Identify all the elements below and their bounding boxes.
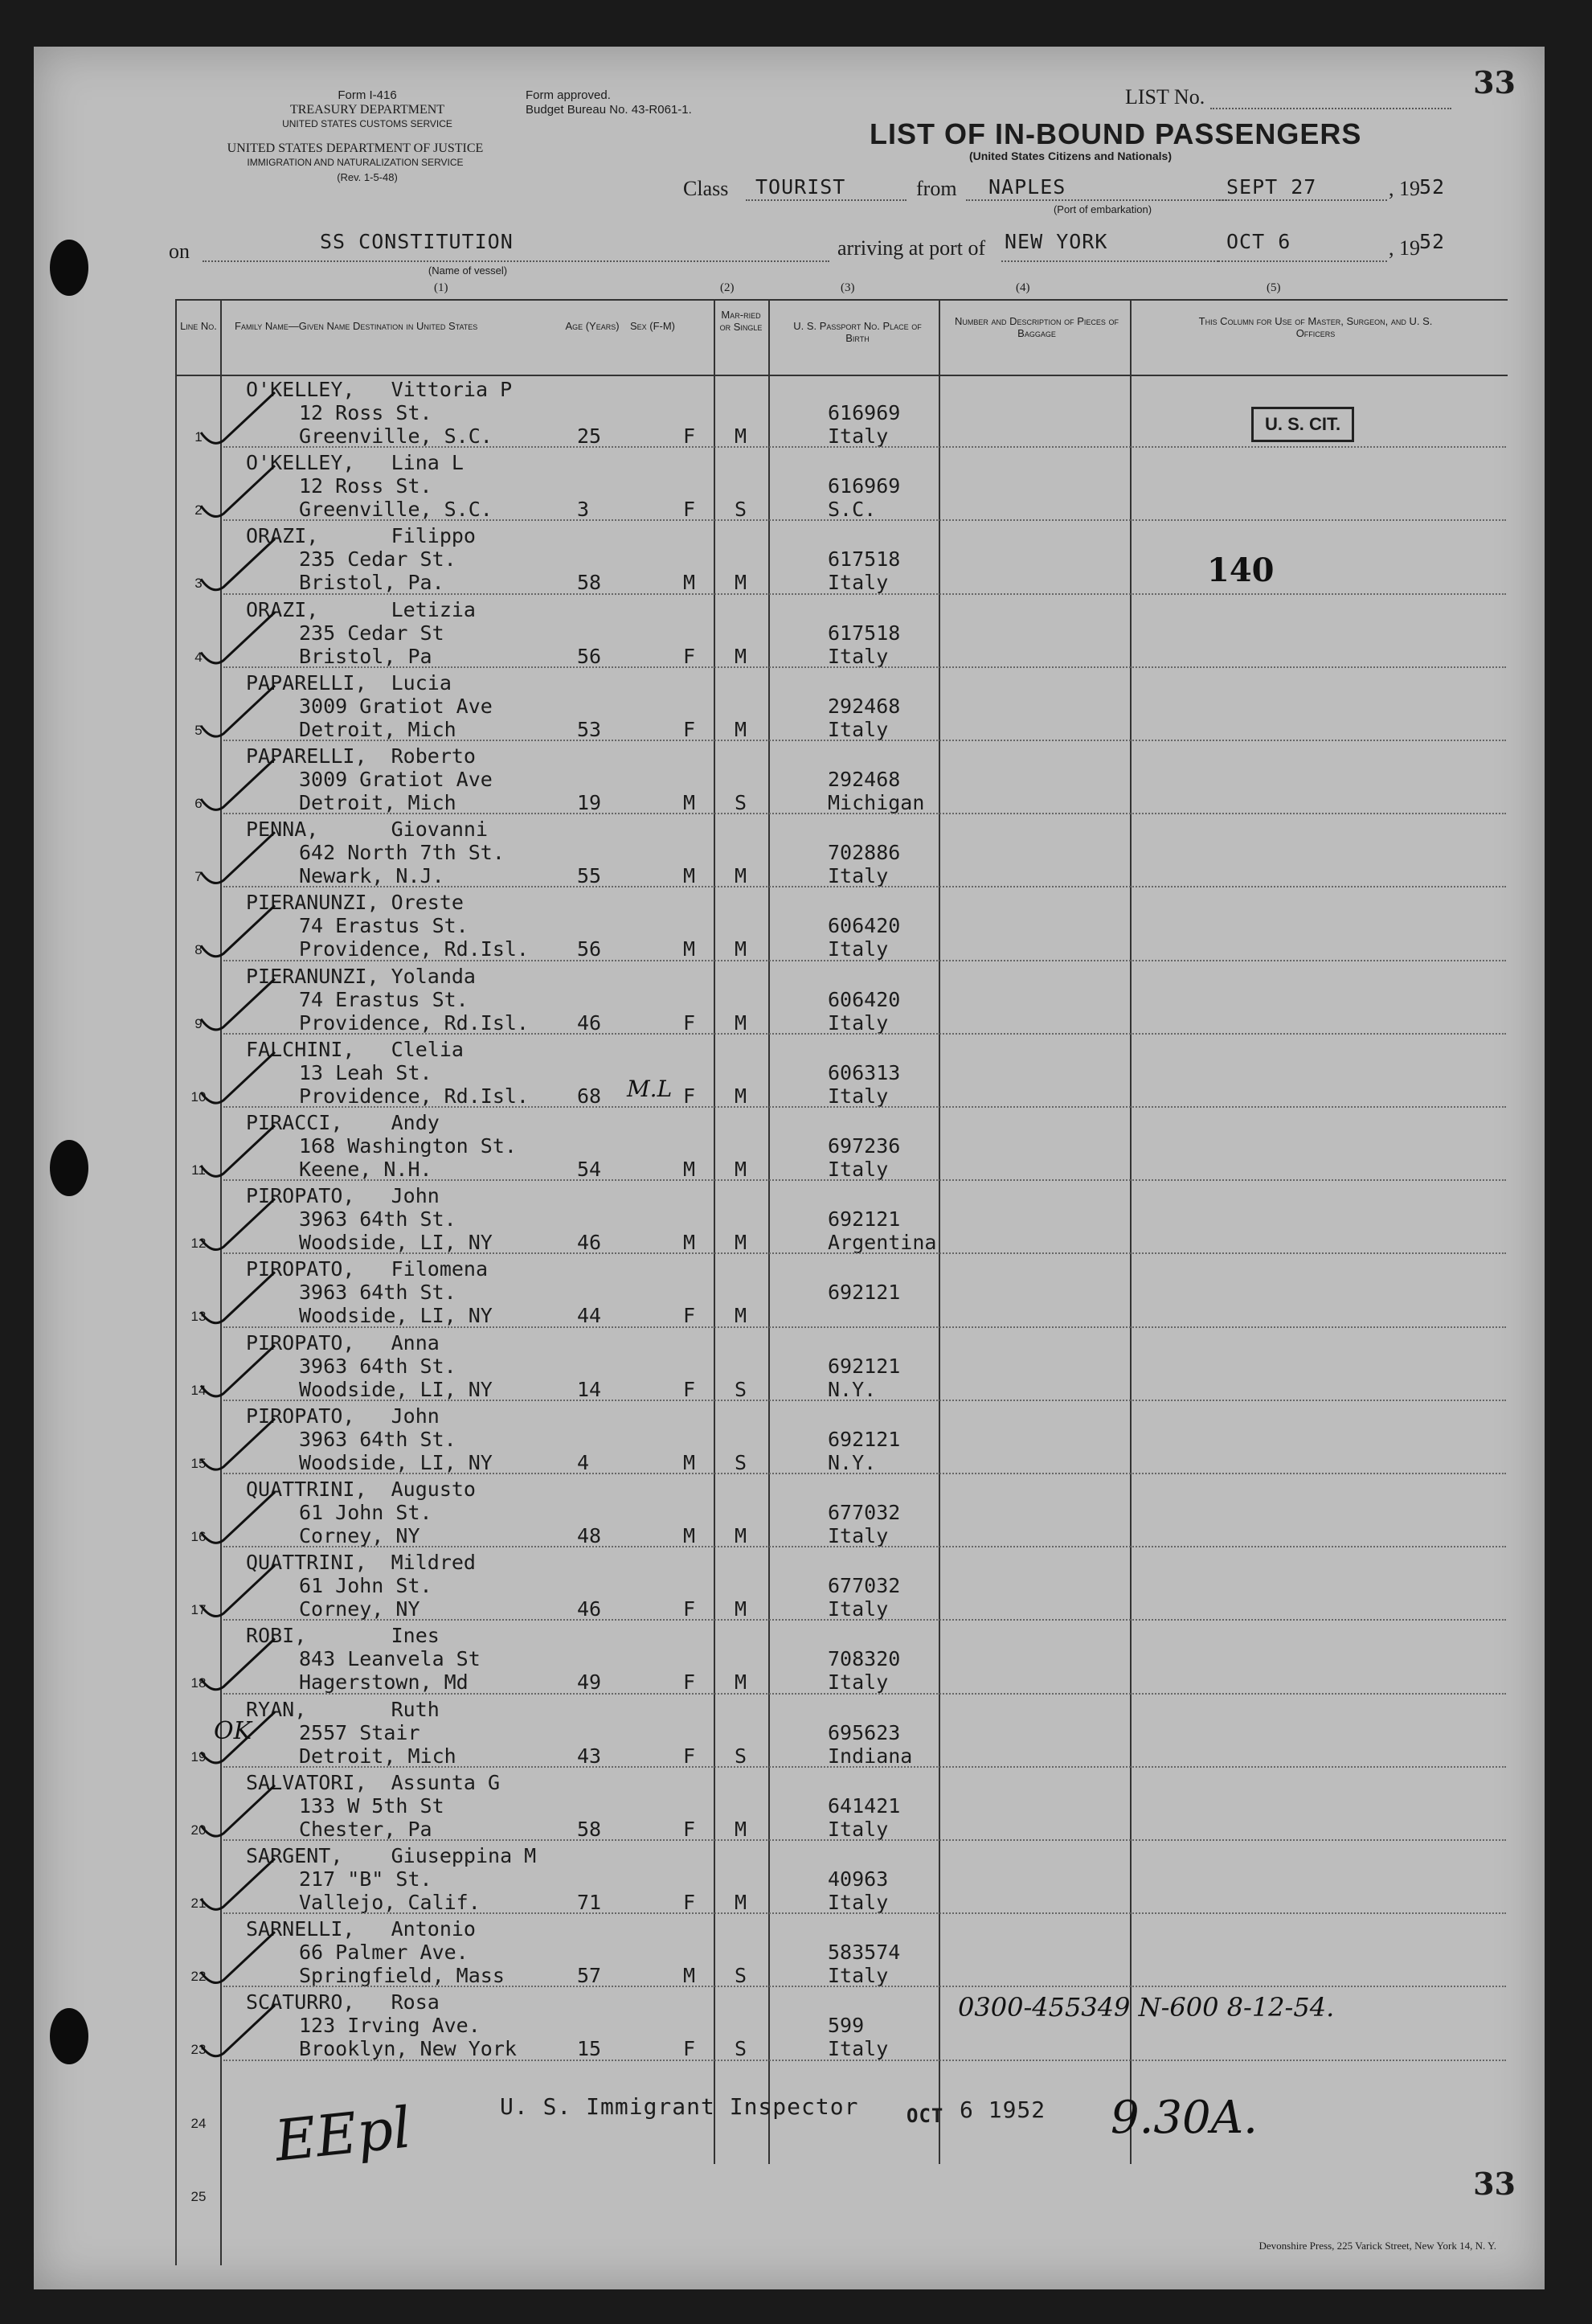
class-label: Class [683,177,729,200]
passenger-age: 48 [577,1524,602,1547]
passenger-sex: M [683,1524,696,1547]
passenger-age: 53 [577,717,602,741]
check-mark [201,1932,275,1982]
passenger-age: 43 [577,1744,602,1768]
passenger-sex: M [683,1231,696,1255]
line-number: 12 [190,1236,207,1252]
line-number: 1 [194,429,203,445]
passenger-marital: M [735,424,747,448]
passenger-age: 56 [577,644,602,668]
passenger-marital: S [735,1450,747,1474]
passenger-street: 74 Erastus St. [299,914,469,938]
passenger-street: 843 Leanvela St [299,1647,481,1671]
handwritten-ml: M.L [627,1076,673,1102]
passenger-name: PAPARELLI, Roberto [246,744,476,768]
check-mark [201,613,275,663]
header-line-no: Line No. [180,320,217,332]
line-number: 17 [190,1602,207,1618]
passenger-marital: M [735,1670,747,1695]
header-officers: This Column for Use of Master, Surgeon, and U. S. Officers [1198,315,1433,339]
line-number: 6 [194,796,203,811]
passenger-city: Woodside, LI, NY [299,1450,493,1474]
passenger-age: 55 [577,864,602,888]
check-marks [34,47,1545,2289]
passenger-sex: M [683,864,696,888]
check-mark [201,1712,275,1763]
passenger-marital: S [735,498,747,522]
birthplace: N.Y. [828,1377,877,1401]
passenger-city: Newark, N.J. [299,864,444,888]
line-number: 5 [194,722,203,738]
inspector-label: U. S. Immigrant Inspector [500,2093,859,2120]
passenger-age: 19 [577,791,602,814]
passenger-age: 3 [577,498,590,522]
passenger-sex: F [683,424,696,448]
passenger-sex: M [683,791,696,814]
line-number: 16 [190,1529,207,1544]
passenger-city: Providence, Rd.Isl. [299,1010,529,1035]
passport-number: 617518 [828,547,901,572]
line-number: 13 [190,1309,207,1325]
passenger-street: 3963 64th St. [299,1207,456,1232]
passenger-marital: S [735,1964,747,1988]
line-number: 19 [190,1748,207,1765]
check-mark [201,539,275,589]
birthplace: Italy [828,1670,889,1695]
passenger-city: Detroit, Mich [299,717,456,741]
passport-number: 697236 [828,1134,901,1158]
passenger-city: Brooklyn, New York [299,2037,517,2061]
passenger-street: 168 Washington St. [299,1134,517,1158]
passport-number: 692121 [828,1207,901,1232]
check-mark [201,465,275,516]
form-approved: Form approved. [526,88,611,102]
passenger-sex: M [683,1158,696,1181]
birthplace: Italy [828,1891,889,1914]
port-embark-note: (Port of embarkation) [1053,203,1152,215]
line-number: 10 [190,1088,207,1105]
header-baggage: Number and Description of Pieces of Baggage [954,315,1119,339]
passenger-street: 3963 64th St. [299,1354,456,1378]
manifest-page [34,47,1545,2289]
passenger-age: 25 [577,424,602,448]
birthplace: Italy [828,571,889,595]
column-number-2: (2) [720,281,735,294]
passport-number: 692121 [828,1354,901,1378]
passenger-street: 3009 Gratiot Ave [299,768,493,791]
vessel-name: SS CONSTITUTION [320,230,514,253]
form-number: Form I-416 [338,88,397,102]
passenger-name: SCATURRO, Rosa [246,1990,440,2015]
passenger-marital: M [735,571,747,595]
passenger-street: 3963 64th St. [299,1427,456,1451]
from-port: NAPLES [988,175,1066,199]
check-mark [201,905,275,956]
passenger-street: 3963 64th St. [299,1281,456,1305]
on-label: on [169,240,190,263]
passenger-street: 123 Irving Ave. [299,2014,481,2038]
arrival-port: NEW YORK [1005,230,1108,253]
passenger-sex: F [683,1304,696,1328]
passenger-street: 235 Cedar St. [299,547,456,572]
birthplace: Italy [828,1597,889,1621]
passenger-age: 54 [577,1158,602,1181]
passenger-marital: M [735,1597,747,1621]
birthplace: Italy [828,937,889,961]
passport-number: 617518 [828,621,901,645]
bottom-sheet-number: 33 [1473,2166,1516,2202]
passenger-marital: S [735,1377,747,1401]
check-mark [201,2005,275,2056]
passenger-sex: F [683,644,696,668]
passenger-city: Corney, NY [299,1524,420,1547]
check-mark [201,392,275,443]
treasury-dept: TREASURY DEPARTMENT [289,103,445,117]
passenger-sex: M [683,571,696,595]
passenger-sex: F [683,1597,696,1621]
line-number: 14 [190,1382,207,1398]
passport-number: 695623 [828,1720,901,1744]
line-number: 2 [194,502,203,518]
date-stamp-month: OCT [906,2105,944,2127]
passenger-street: 133 W 5th St [299,1793,444,1818]
passenger-sex: F [683,1744,696,1768]
passport-number: 692121 [828,1427,901,1451]
passport-number: 606420 [828,987,901,1011]
line-number: 7 [194,869,203,885]
birthplace: Italy [828,1964,889,1988]
from-label: from [916,177,957,200]
check-mark [201,759,275,810]
passenger-age: 46 [577,1597,602,1621]
header-married: Mar-ried or Single [719,309,763,333]
handwritten-file-number: 0300-455349 N-600 8-12-54. [958,1992,1335,2023]
passport-number: 677032 [828,1501,901,1524]
passenger-sex: F [683,1891,696,1914]
passenger-city: Providence, Rd.Isl. [299,1084,529,1108]
passenger-city: Bristol, Pa [299,644,432,668]
passenger-name: PIERANUNZI, Yolanda [246,964,476,988]
customs-service: UNITED STATES CUSTOMS SERVICE [282,118,452,129]
passenger-city: Woodside, LI, NY [299,1231,493,1255]
check-mark [201,1346,275,1396]
line-number: 25 [190,2188,207,2204]
passport-number: 606313 [828,1060,901,1084]
birthplace: Italy [828,1817,889,1841]
passport-number: 599 [828,2014,865,2038]
passenger-name: RYAN, Ruth [246,1697,440,1721]
birthplace: Italy [828,1010,889,1035]
birthplace: Italy [828,2037,889,2061]
check-mark [201,832,275,883]
passenger-street: 3009 Gratiot Ave [299,694,493,718]
arrival-year: 52 [1419,230,1446,253]
passenger-age: 58 [577,571,602,595]
arrival-date: OCT 6 [1226,230,1291,253]
line-number: 21 [190,1896,207,1911]
passenger-city: Detroit, Mich [299,1744,456,1768]
header-name: Family Name—Given Name Destination in United States [235,320,478,332]
passenger-age: 44 [577,1304,602,1328]
passenger-street: 66 Palmer Ave. [299,1941,469,1965]
line-number: 23 [190,2042,207,2058]
depart-year-prefix: , 19 [1389,177,1420,200]
birthplace: Italy [828,424,889,448]
passenger-street: 217 "B" St. [299,1867,432,1891]
passenger-name: QUATTRINI, Mildred [246,1551,476,1575]
page-subtitle: (United States Citizens and Nationals) [968,150,1173,162]
passenger-city: Woodside, LI, NY [299,1304,493,1328]
arrival-year-prefix: , 19 [1389,236,1420,260]
passenger-name: PIROPATO, Filomena [246,1257,489,1281]
passenger-city: Corney, NY [299,1597,420,1621]
birthplace: Italy [828,1524,889,1547]
check-mark [201,1859,275,1909]
check-mark [201,1052,275,1103]
revision: (Rev. 1-5-48) [337,171,398,183]
line-number: 11 [191,1162,206,1178]
passport-number: 708320 [828,1647,901,1671]
passenger-marital: M [735,1817,747,1841]
handwritten-time: 9.30A. [1111,2092,1258,2144]
check-mark [201,1199,275,1249]
check-mark [201,1419,275,1469]
line-number: 24 [190,2115,207,2131]
arriving-label: arriving at port of [837,236,986,260]
passenger-street: 2557 Stair [299,1720,420,1744]
count-number: 140 [1207,551,1275,589]
passenger-age: 71 [577,1891,602,1914]
passenger-age: 57 [577,1964,602,1988]
vessel-note: (Name of vessel) [428,264,508,277]
check-mark [201,1785,275,1836]
class-value: TOURIST [755,175,846,199]
passenger-name: SARGENT, Giuseppina M [246,1844,537,1867]
column-number-5: (5) [1267,281,1281,294]
passenger-name: PAPARELLI, Lucia [246,670,452,695]
birthplace: Italy [828,717,889,741]
check-mark [201,1565,275,1616]
passenger-street: 12 Ross St. [299,401,432,424]
passenger-marital: S [735,791,747,814]
passenger-city: Greenville, S.C. [299,424,493,448]
line-number: 9 [194,1015,203,1031]
passenger-street: 12 Ross St. [299,474,432,498]
passenger-marital: M [735,644,747,668]
passenger-city: Chester, Pa [299,1817,432,1841]
passenger-age: 68 [577,1084,602,1108]
passenger-name: PIROPATO, Anna [246,1330,440,1355]
birthplace: S.C. [828,498,877,522]
passenger-marital: M [735,1231,747,1255]
sheet-number: 33 [1473,64,1516,100]
column-number-1: (1) [434,281,448,294]
printer-imprint: Devonshire Press, 225 Varick Street, New York 14, N. Y. [1258,2240,1496,2252]
passenger-city: Springfield, Mass [299,1964,505,1988]
passport-number: 677032 [828,1574,901,1598]
passenger-marital: M [735,1010,747,1035]
date-stamp: 6 1952 [960,2097,1046,2123]
passport-number: 641421 [828,1793,901,1818]
line-number: 20 [190,1822,207,1838]
line-number: 3 [194,576,203,592]
column-number-4: (4) [1016,281,1030,294]
column-number-3: (3) [841,281,855,294]
header-age: Age (Years) [565,320,620,332]
passenger-street: 61 John St. [299,1501,432,1524]
header-passport: U. S. Passport No. Place of Birth [793,320,922,344]
passenger-marital: S [735,2037,747,2061]
passenger-marital: M [735,937,747,961]
passport-number: 292468 [828,694,901,718]
birthplace: Michigan [828,791,925,814]
birthplace: Italy [828,1158,889,1181]
line-number: 15 [190,1455,207,1471]
passenger-marital: M [735,864,747,888]
check-mark [201,1638,275,1689]
passenger-name: ORAZI, Letizia [246,597,476,621]
check-mark [201,1492,275,1543]
passport-number: 40963 [828,1867,889,1891]
passenger-sex: F [683,2037,696,2061]
passenger-marital: M [735,717,747,741]
passport-number: 583574 [828,1941,901,1965]
passport-number: 606420 [828,914,901,938]
passenger-street: 74 Erastus St. [299,987,469,1011]
passenger-sex: F [683,1670,696,1695]
passenger-city: Woodside, LI, NY [299,1377,493,1401]
passport-number: 692121 [828,1281,901,1305]
departure-date: SEPT 27 [1226,175,1317,199]
list-no-label: LIST No. [1125,85,1205,109]
check-mark [201,979,275,1030]
passenger-name: ROBI, Ines [246,1624,440,1648]
passenger-sex: M [683,1450,696,1474]
passenger-city: Greenville, S.C. [299,498,493,522]
line-number: 8 [194,942,203,958]
passenger-city: Bristol, Pa. [299,571,444,595]
passenger-marital: S [735,1744,747,1768]
birthplace: Italy [828,1084,889,1108]
check-mark [201,1125,275,1176]
passenger-city: Keene, N.H. [299,1158,432,1181]
passenger-city: Detroit, Mich [299,791,456,814]
page-title: LIST OF IN-BOUND PASSENGERS [870,117,1362,150]
passport-number: 616969 [828,474,901,498]
birthplace: Indiana [828,1744,913,1768]
passenger-age: 15 [577,2037,602,2061]
passenger-sex: F [683,1377,696,1401]
passenger-street: 61 John St. [299,1574,432,1598]
passenger-sex: F [683,1084,696,1108]
justice-dept: UNITED STATES DEPARTMENT OF JUSTICE [227,141,484,155]
ins-service: IMMIGRATION AND NATURALIZATION SERVICE [247,157,464,168]
passenger-city: Vallejo, Calif. [299,1891,481,1914]
birthplace: Italy [828,644,889,668]
passenger-age: 56 [577,937,602,961]
passenger-street: 642 North 7th St. [299,841,505,865]
birthplace: N.Y. [828,1450,877,1474]
check-mark [201,686,275,736]
passport-number: 702886 [828,841,901,865]
passenger-name: QUATTRINI, Augusto [246,1478,476,1501]
passenger-age: 46 [577,1010,602,1035]
birthplace: Italy [828,864,889,888]
line-number: 4 [194,649,203,665]
departure-year: 52 [1419,175,1446,199]
passenger-sex: F [683,1817,696,1841]
passenger-sex: M [683,1964,696,1988]
passenger-marital: M [735,1524,747,1547]
passenger-name: O'KELLEY, Lina L [246,451,464,475]
passenger-name: SARNELLI, Antonio [246,1917,476,1941]
passenger-name: ORAZI, Filippo [246,524,476,548]
passenger-name: O'KELLEY, Vittoria P [246,378,513,401]
passenger-sex: F [683,717,696,741]
passenger-marital: M [735,1084,747,1108]
passenger-name: PIERANUNZI, Oreste [246,891,464,915]
passenger-sex: F [683,1010,696,1035]
citizen-stamp: U. S. CIT. [1251,407,1354,442]
passenger-name: PIROPATO, John [246,1184,440,1208]
passenger-marital: M [735,1158,747,1181]
passport-number: 616969 [828,401,901,424]
budget-bureau: Budget Bureau No. 43-R061-1. [526,103,692,117]
handwritten-ok: OK [214,1717,252,1745]
passenger-name: FALCHINI, Clelia [246,1037,464,1061]
passenger-age: 46 [577,1231,602,1255]
header-sex: Sex (F-M) [629,320,676,332]
passenger-age: 58 [577,1817,602,1841]
passenger-sex: M [683,937,696,961]
birthplace: Argentina [828,1231,937,1255]
passenger-age: 14 [577,1377,602,1401]
passenger-sex: F [683,498,696,522]
passenger-name: PENNA, Giovanni [246,818,489,842]
line-number: 22 [190,1969,207,1985]
passenger-age: 4 [577,1450,590,1474]
passenger-street: 235 Cedar St [299,621,444,645]
passenger-city: Providence, Rd.Isl. [299,937,529,961]
passenger-name: SALVATORI, Assunta G [246,1770,501,1794]
passport-number: 292468 [828,768,901,791]
passenger-city: Hagerstown, Md [299,1670,469,1695]
passenger-name: PIROPATO, John [246,1404,440,1428]
passenger-marital: M [735,1891,747,1914]
passenger-name: PIRACCI, Andy [246,1111,440,1134]
inspector-signature: EEpl [272,2094,415,2174]
line-number: 18 [190,1675,207,1691]
check-mark [201,1272,275,1322]
passenger-marital: M [735,1304,747,1328]
passenger-street: 13 Leah St. [299,1060,432,1084]
passenger-age: 49 [577,1670,602,1695]
